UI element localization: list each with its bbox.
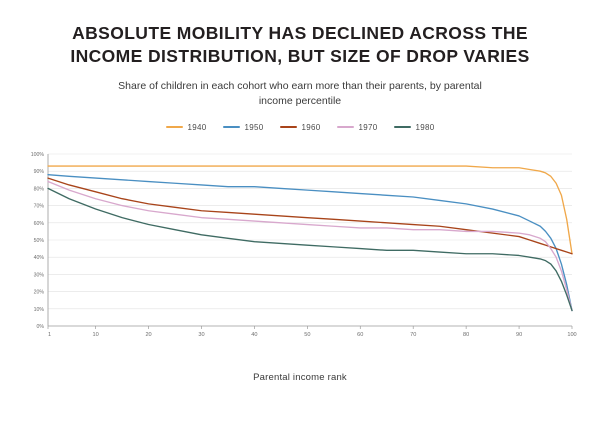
legend-item-1950[interactable] [223, 123, 264, 132]
legend-item-1970[interactable] [337, 123, 378, 132]
svg-text:10%: 10% [33, 306, 44, 313]
chart-svg [0, 148, 600, 358]
svg-text:100%: 100% [30, 151, 44, 158]
legend-label-1950: 1950 [244, 122, 264, 132]
chart-plot-area [0, 148, 600, 358]
x-axis-title: Parental income rank [253, 371, 347, 383]
series-line-1960 [48, 178, 572, 254]
svg-text:70: 70 [410, 331, 417, 338]
svg-text:0%: 0% [36, 323, 44, 330]
chart-subtitle: Share of children in each cohort who earn more than their parents, by parental income percentile [118, 80, 482, 108]
svg-text:1: 1 [48, 331, 52, 338]
svg-text:90%: 90% [33, 168, 44, 175]
page-title: ABSOLUTE MOBILITY HAS DECLINED ACROSS THE INCOME DISTRIBUTION, BUT SIZE OF DROP VARIES [70, 23, 530, 67]
svg-text:30%: 30% [33, 272, 44, 279]
svg-text:100: 100 [567, 331, 577, 338]
svg-text:40%: 40% [33, 254, 44, 261]
series-line-1950 [48, 174, 572, 310]
svg-text:60%: 60% [33, 220, 44, 227]
svg-text:80: 80 [463, 331, 470, 338]
svg-text:90: 90 [515, 331, 523, 338]
svg-text:70%: 70% [33, 203, 44, 210]
svg-text:60: 60 [357, 331, 364, 338]
series-line-1970 [48, 181, 572, 310]
legend-label-1960: 1960 [301, 122, 321, 132]
chart-legend [0, 110, 600, 132]
legend-swatch-1950 [223, 126, 240, 129]
legend-label-1980: 1980 [415, 122, 435, 132]
legend-swatch-1970 [337, 126, 354, 129]
series-lines [48, 166, 572, 310]
legend-swatch-1940 [166, 126, 183, 129]
svg-text:20: 20 [145, 331, 152, 338]
legend-label-1940: 1940 [187, 122, 207, 132]
svg-text:80%: 80% [33, 186, 44, 193]
legend-label-1970: 1970 [358, 122, 378, 132]
svg-text:10: 10 [92, 331, 99, 338]
svg-text:40: 40 [251, 331, 258, 338]
svg-text:50%: 50% [33, 237, 44, 244]
legend-item-1940[interactable] [166, 123, 207, 132]
legend-swatch-1980 [394, 126, 411, 129]
legend-swatch-1960 [280, 126, 297, 129]
svg-text:30: 30 [198, 331, 205, 338]
svg-text:20%: 20% [33, 289, 44, 296]
x-tick-labels [48, 332, 577, 338]
legend-item-1980[interactable] [394, 123, 435, 132]
svg-text:50: 50 [304, 331, 311, 338]
legend-item-1960[interactable] [280, 123, 321, 132]
y-tick-labels [31, 152, 45, 330]
